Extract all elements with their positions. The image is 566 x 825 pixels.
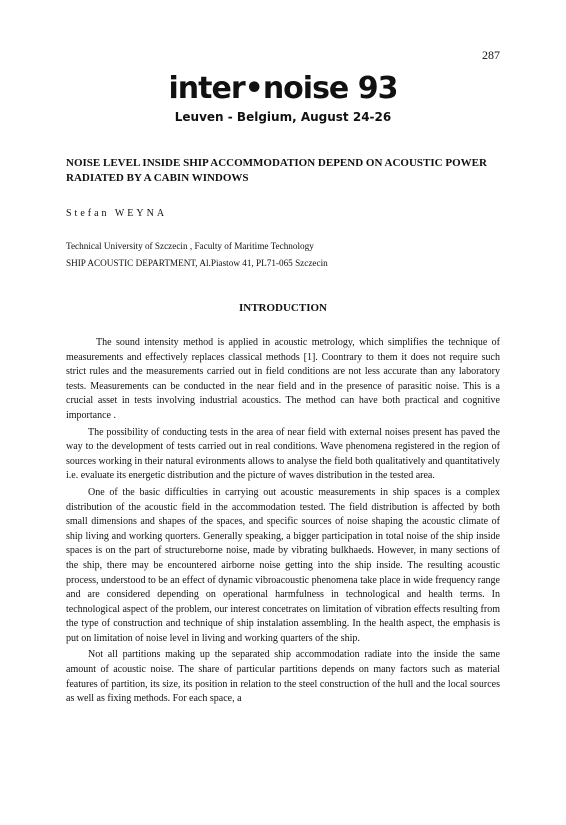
affiliation	[66, 238, 506, 272]
paragraph-2: The possibility of conducting tests in the area of near field with external noises present has paved the way to the development of tests carried out in real conditions. Wave phenomena registered in the region of sources working in their natural evironments allows to analyse the field both qualitatively and quantitatively i.e. evaluate its energetic distribution and the picture of waves distribution in the tested area.	[66, 426, 500, 482]
paragraph-4: Not all partitions making up the separated ship accommodation radiate into the inside the same amount of acoustic noise. The share of particular partitions depends on many factors such as material features of partition, its size, its position in relation to the steel construction of the hull and the local sources as well as fixing methods. For each space, a	[66, 649, 500, 705]
page-number: 287	[482, 48, 500, 62]
paper-title: NOISE LEVEL INSIDE SHIP ACCOMMODATION DEPEND ON ACOUSTIC POWER RADIATED BY A CABIN WINDOWS	[66, 157, 487, 184]
paragraph-1: The sound intensity method is applied in acoustic metrology, which simplifies the technique of measurements and effectively replaces classical methods [1]. Coontrary to them it does not require such strict rules and the measurements carried out in field conditions are not less accurate than any laboratory tests. Measurements can be conducted in the near field and in the presence of parasitic noise. This is a crucial asset in tests involving industrial acoustics. The method can have both practical and cognitive importance .	[66, 337, 500, 421]
affiliation-line-1: Technical University of Szczecin , Faculty of Maritime Technology	[66, 241, 314, 251]
author: Stefan WEYNA	[66, 208, 168, 219]
section-heading: INTRODUCTION	[238, 302, 327, 314]
conference-logo: inter•noise 93	[168, 71, 398, 106]
conference-place-date: Leuven - Belgium, August 24-26	[174, 110, 392, 124]
body-text	[66, 336, 500, 709]
paragraph-3: One of the basic difficulties in carrying out acoustic measurements in ship spaces is a complex distribution of the acoustic field in the accommodation tested. The field distribution is affected by both small dimensions and shapes of the spaces, and specific sources of noise shaping the acoustic climate of ship living and working quorters. Generally speaking, a bigger participation in total noise of the ship inside spaces is on the part of structureborne noise, made by vibrating bulkhaeds. However, in many sections of the ship, there may be encountered airborne noise getting into the ship inside. The resulting acoustic process, understood to be an effect of dynamic vibroacoustic phenomena take place in wide frequency range and are considered depending on operational harmfulness in technological and health terms. In technological aspect of the problem, our interest concetrates on limitation of vibration effects resulting from the type of construction and technique of ship instalation assembling. In the health aspect, the emphasis is put on limitation of noise level in living and working quarters of the ship.	[66, 486, 500, 644]
affiliation-line-2: SHIP ACOUSTIC DEPARTMENT, Al.Piastow 41, PL71-065 Szczecin	[66, 258, 328, 268]
